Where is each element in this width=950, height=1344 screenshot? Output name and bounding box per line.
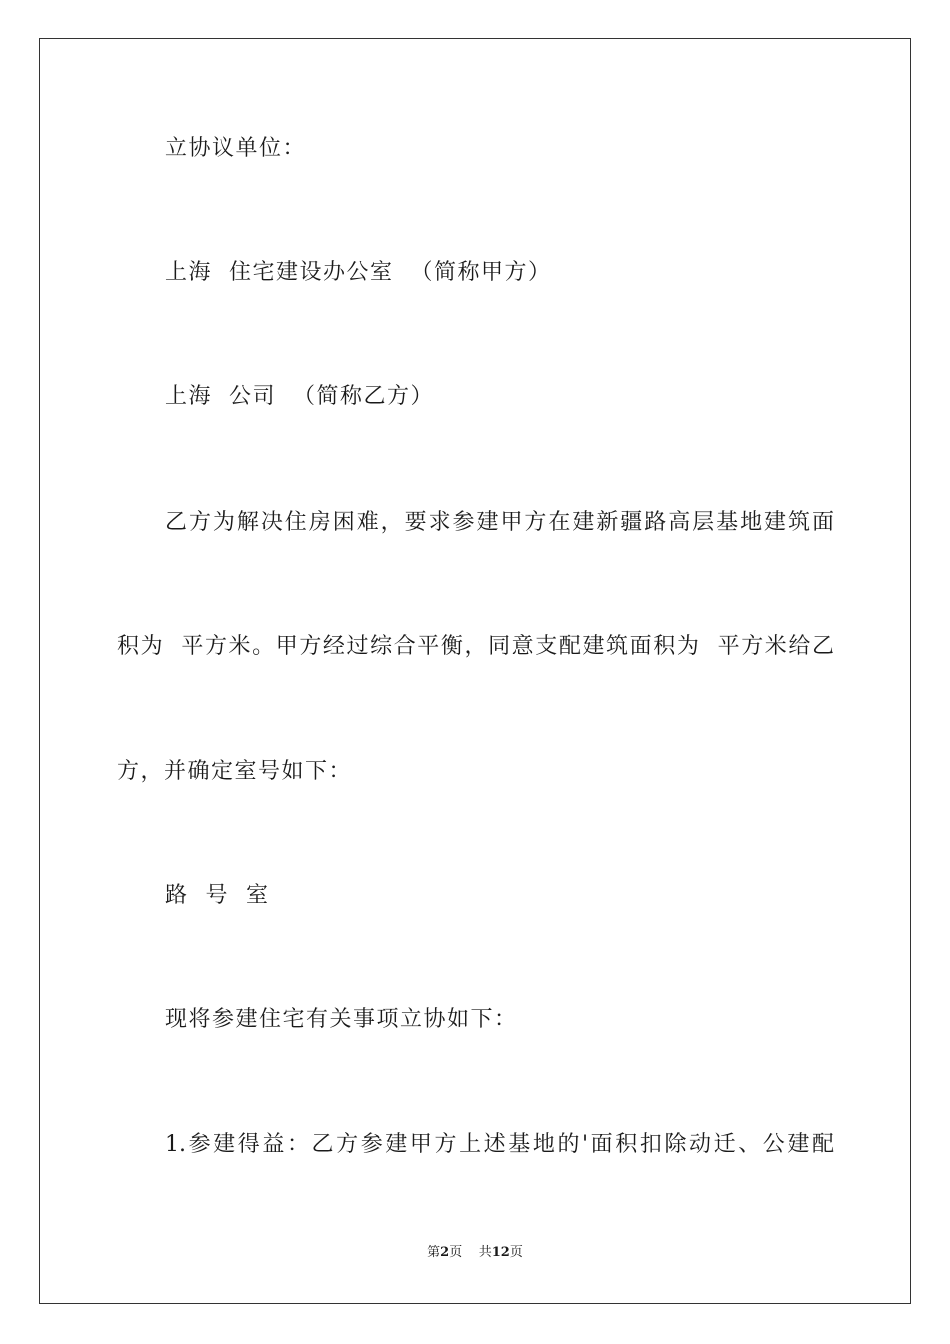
- room-number-line: 路 号 室: [165, 883, 270, 908]
- total-suffix: 页: [509, 1245, 523, 1260]
- party-heading: 立协议单位：: [165, 136, 307, 161]
- page-prefix: 第: [427, 1245, 441, 1260]
- page-border: [39, 38, 911, 1304]
- paragraph-line: 乙方为解决住房困难，要求参建甲方在建新疆路高层基地建筑面: [165, 510, 834, 535]
- total-prefix: 共: [478, 1245, 492, 1260]
- paragraph-line: 方，并确定室号如下：: [117, 759, 353, 784]
- page-number: 2: [440, 1245, 450, 1260]
- party-a-line: 上海 住宅建设办公室 （简称甲方）: [165, 260, 552, 285]
- party-b-line: 上海 公司 （简称乙方）: [165, 384, 434, 409]
- paragraph-line: 积为 平方米。甲方经过综合平衡，同意支配建筑面积为 平方米给乙: [117, 634, 834, 659]
- agreement-intro-line: 现将参建住宅有关事项立协如下：: [165, 1007, 518, 1032]
- total-pages: 12: [491, 1245, 510, 1260]
- clause-1-line: 1.参建得益：乙方参建甲方上述基地的'面积扣除动迁、公建配: [165, 1132, 834, 1157]
- page-suffix: 页: [449, 1245, 463, 1260]
- page-footer: [0, 1244, 950, 1262]
